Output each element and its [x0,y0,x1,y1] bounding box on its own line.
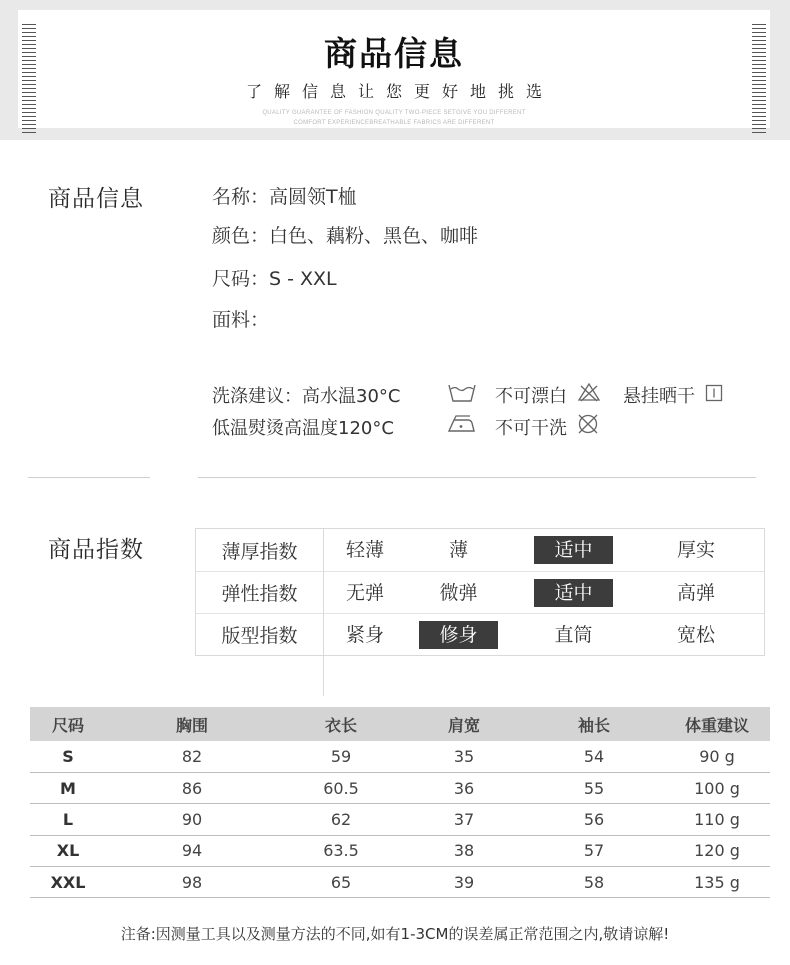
product-info-heading: 商品信息 [48,186,144,212]
size-cell: M [30,772,106,803]
index-option: 高弹 [676,581,715,604]
table-row [30,804,770,835]
size-table [30,707,770,898]
index-row-fit [196,613,764,655]
sleeve-cell: 55 [524,772,664,803]
length-cell: 59 [278,741,404,772]
sleeve-cell: 56 [524,804,664,835]
index-row-thickness [196,529,764,571]
banner-english-line1: QUALITY GUARANTEE OF FASHION QUALITY TWO-PIECE SETGIVE YOU DIFFERENT [262,110,526,116]
measurement-note: 注备:因测量工具以及测量方法的不同,如有1-3CM的误差属正常范围之内,敬请谅解! [120,925,670,943]
header-weight: 体重建议 [664,707,770,741]
weight-cell: 90 g [664,741,770,772]
shoulder-cell: 38 [404,835,524,866]
sleeve-cell: 57 [524,835,664,866]
product-name: 名称：高圆领T桖 [212,186,357,208]
sleeve-cell: 54 [524,741,664,772]
sleeve-cell: 58 [524,867,664,898]
size-table-header [30,707,770,741]
table-row [30,835,770,866]
index-row-elasticity [196,571,764,613]
no-bleach-label: 不可漂白 [495,386,567,407]
section-divider-left [28,477,150,478]
chest-cell: 86 [106,772,278,803]
table-row [30,867,770,898]
banner-english-line2: COMFORT EXPERIENCEBREATHABLE FABRICS ARE DIFFERENT [293,120,495,126]
index-option-selected: 修身 [406,614,511,655]
size-cell: S [30,741,106,772]
header-length: 衣长 [278,707,404,741]
banner-card [18,10,770,128]
banner [0,0,790,140]
index-option-selected: 适中 [511,572,636,613]
chest-cell: 94 [106,835,278,866]
index-option: 无弹 [345,581,384,604]
index-option: 直筒 [554,623,593,646]
length-cell: 65 [278,867,404,898]
index-name: 版型指数 [196,614,324,655]
length-cell: 60.5 [278,772,404,803]
index-option: 微弹 [439,581,478,604]
shoulder-cell: 36 [404,772,524,803]
shoulder-cell: 37 [404,804,524,835]
header-sleeve: 袖长 [524,707,664,741]
index-option: 宽松 [676,623,715,646]
banner-subtitle: 了解信息让您更好地挑选 [245,82,554,101]
table-row [30,772,770,803]
hang-dry-label: 悬挂晒干 [623,386,695,407]
shoulder-cell: 39 [404,867,524,898]
no-bleach-icon [577,381,601,407]
index-grid [195,528,765,656]
grid-tail-line [323,656,324,696]
chest-cell: 98 [106,867,278,898]
banner-title: 商品信息 [324,34,464,73]
index-name: 弹性指数 [196,572,324,613]
washing-line2: 低温熨烫高温度120°C [212,418,394,439]
hang-dry-icon [705,384,723,406]
size-cell: L [30,804,106,835]
index-option: 紧身 [345,623,384,646]
index-option: 厚实 [676,539,715,561]
weight-cell: 100 g [664,772,770,803]
product-fabric: 面料： [212,309,270,331]
index-option: 薄 [448,539,468,561]
length-cell: 62 [278,804,404,835]
weight-cell: 135 g [664,867,770,898]
product-size: 尺码：S - XXL [212,268,337,290]
chest-cell: 82 [106,741,278,772]
no-dry-clean-label: 不可干洗 [495,418,567,439]
wash-tub-icon [447,381,477,407]
header-size: 尺码 [30,707,106,741]
table-row [30,741,770,772]
length-cell: 63.5 [278,835,404,866]
no-dry-clean-icon [576,412,600,440]
washing-line1: 洗涤建议：高水温30°C [212,386,401,407]
header-shoulder: 肩宽 [404,707,524,741]
index-heading: 商品指数 [48,537,144,563]
product-colors: 颜色：白色、藕粉、黑色、咖啡 [212,225,479,247]
index-option-selected: 适中 [511,529,636,571]
weight-cell: 110 g [664,804,770,835]
iron-icon [446,413,476,439]
chest-cell: 90 [106,804,278,835]
index-name: 薄厚指数 [196,529,324,571]
size-cell: XXL [30,867,106,898]
index-option: 轻薄 [345,539,384,561]
section-divider-right [198,477,756,478]
shoulder-cell: 35 [404,741,524,772]
size-cell: XL [30,835,106,866]
header-chest: 胸围 [106,707,278,741]
weight-cell: 120 g [664,835,770,866]
